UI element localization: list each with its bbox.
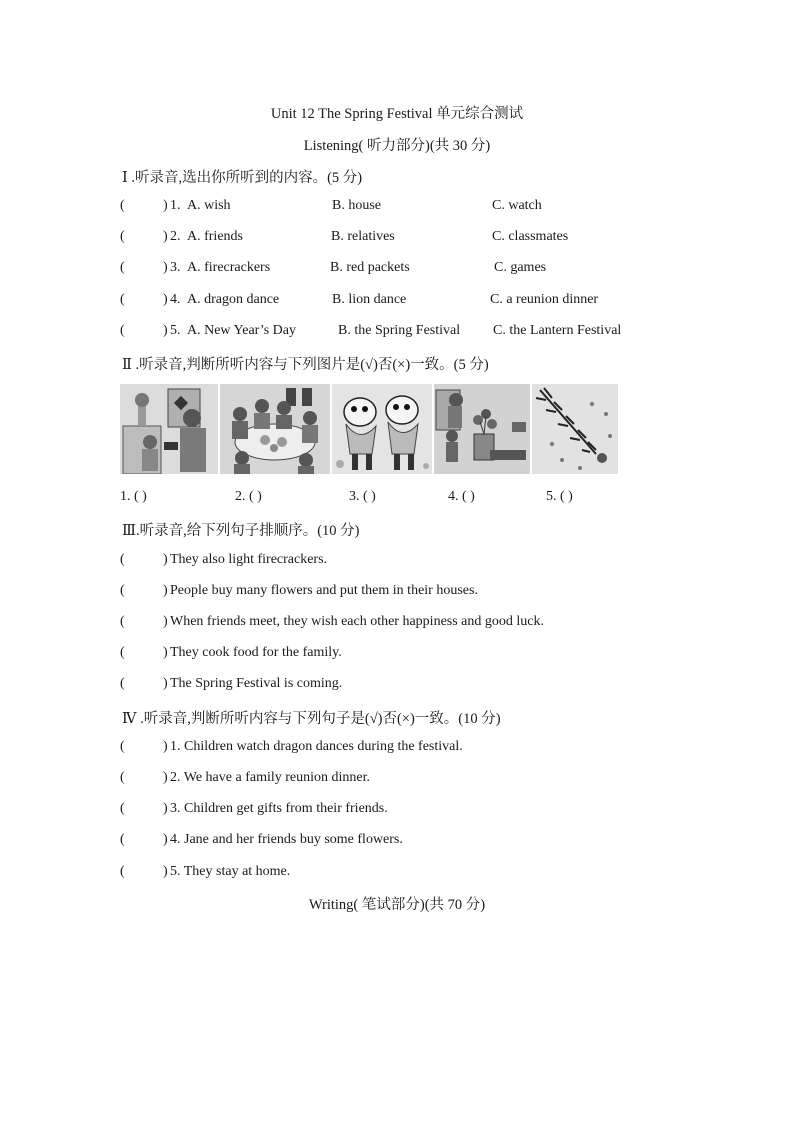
option-a: A. firecrackers: [187, 260, 271, 275]
option-c: C. classmates: [492, 229, 569, 244]
sentence-text: 5. They stay at home.: [170, 864, 291, 879]
answer-paren-close: ): [163, 801, 168, 816]
question-number: 2.: [170, 229, 181, 244]
option-c: C. games: [494, 260, 547, 275]
sentence-text: 4. Jane and her friends buy some flowers.: [170, 832, 403, 847]
answer-paren-open: (: [120, 645, 125, 660]
option-a: A. dragon dance: [187, 292, 280, 307]
picture-reunion-dinner: [220, 384, 330, 474]
writing-heading: Writing( 笔试部分)(共 70 分): [308, 897, 486, 913]
option-b: B. the Spring Festival: [338, 323, 461, 338]
picture-gift-giving: [120, 384, 218, 474]
section2-heading: Ⅱ .听录音,判断所听内容与下列图片是(√)否(×)一致。(5 分): [122, 357, 489, 373]
option-b: B. red packets: [330, 260, 410, 275]
question-number: 5.: [170, 323, 181, 338]
section4-heading: Ⅳ .听录音,判断所听内容与下列句子是(√)否(×)一致。(10 分): [122, 711, 501, 727]
sentence-text: People buy many flowers and put them in their houses.: [170, 583, 478, 598]
answer-paren-open: (: [120, 832, 125, 847]
sentence-text: 3. Children get gifts from their friends.: [170, 801, 388, 816]
answer-paren-open: (: [120, 583, 125, 598]
picture-answer-label: 1. ( ): [120, 489, 147, 504]
picture-lion-dance: [332, 384, 432, 474]
answer-paren-open: (: [120, 739, 125, 754]
question-number: 1.: [170, 198, 181, 213]
option-b: B. lion dance: [332, 292, 407, 307]
picture-answer-label: 2. ( ): [235, 489, 262, 504]
answer-paren-close: ): [163, 676, 168, 691]
option-b: B. relatives: [331, 229, 395, 244]
answer-paren-close: ): [163, 552, 168, 567]
answer-paren-open: (: [120, 198, 125, 213]
sentence-text: They also light firecrackers.: [170, 552, 328, 567]
picture-answer-label: 4. ( ): [448, 489, 475, 504]
option-a: A. friends: [187, 229, 243, 244]
answer-paren-open: (: [120, 614, 125, 629]
answer-paren-close: ): [163, 198, 168, 213]
section1-heading: Ⅰ .听录音,选出你所听到的内容。(5 分): [122, 170, 363, 186]
sentence-text: 1. Children watch dragon dances during the festival.: [170, 739, 463, 754]
answer-paren-close: ): [163, 832, 168, 847]
answer-paren-open: (: [120, 292, 125, 307]
answer-paren-open: (: [120, 229, 125, 244]
sentence-text: When friends meet, they wish each other happiness and good luck.: [170, 614, 545, 629]
option-c: C. watch: [492, 198, 542, 213]
answer-paren-close: ): [163, 864, 168, 879]
answer-paren-open: (: [120, 801, 125, 816]
sentence-text: 2. We have a family reunion dinner.: [170, 770, 370, 785]
answer-paren-close: ): [163, 292, 168, 307]
option-b: B. house: [332, 198, 381, 213]
sentence-text: The Spring Festival is coming.: [170, 676, 343, 691]
listening-heading: Listening( 听力部分)(共 30 分): [303, 138, 491, 154]
option-a: A. wish: [187, 198, 231, 213]
answer-paren-close: ): [163, 739, 168, 754]
picture-flowers: [434, 384, 530, 474]
picture-firecrackers: [532, 384, 618, 474]
picture-answer-label: 5. ( ): [546, 489, 573, 504]
page-title: Unit 12 The Spring Festival 单元综合测试: [270, 106, 524, 122]
answer-paren-close: ): [163, 614, 168, 629]
answer-paren-open: (: [120, 260, 125, 275]
answer-paren-close: ): [163, 770, 168, 785]
section3-heading: Ⅲ.听录音,给下列句子排顺序。(10 分): [122, 523, 360, 539]
answer-paren-close: ): [163, 229, 168, 244]
option-c: C. a reunion dinner: [490, 292, 599, 307]
picture-answer-label: 3. ( ): [349, 489, 376, 504]
answer-paren-open: (: [120, 770, 125, 785]
answer-paren-open: (: [120, 552, 125, 567]
sentence-text: They cook food for the family.: [170, 645, 342, 660]
answer-paren-close: ): [163, 645, 168, 660]
option-a: A. New Year’s Day: [187, 323, 297, 338]
answer-paren-open: (: [120, 864, 125, 879]
answer-paren-close: ): [163, 260, 168, 275]
answer-paren-open: (: [120, 676, 125, 691]
question-number: 3.: [170, 260, 181, 275]
answer-paren-open: (: [120, 323, 125, 338]
question-number: 4.: [170, 292, 181, 307]
answer-paren-close: ): [163, 583, 168, 598]
option-c: C. the Lantern Festival: [493, 323, 622, 338]
answer-paren-close: ): [163, 323, 168, 338]
